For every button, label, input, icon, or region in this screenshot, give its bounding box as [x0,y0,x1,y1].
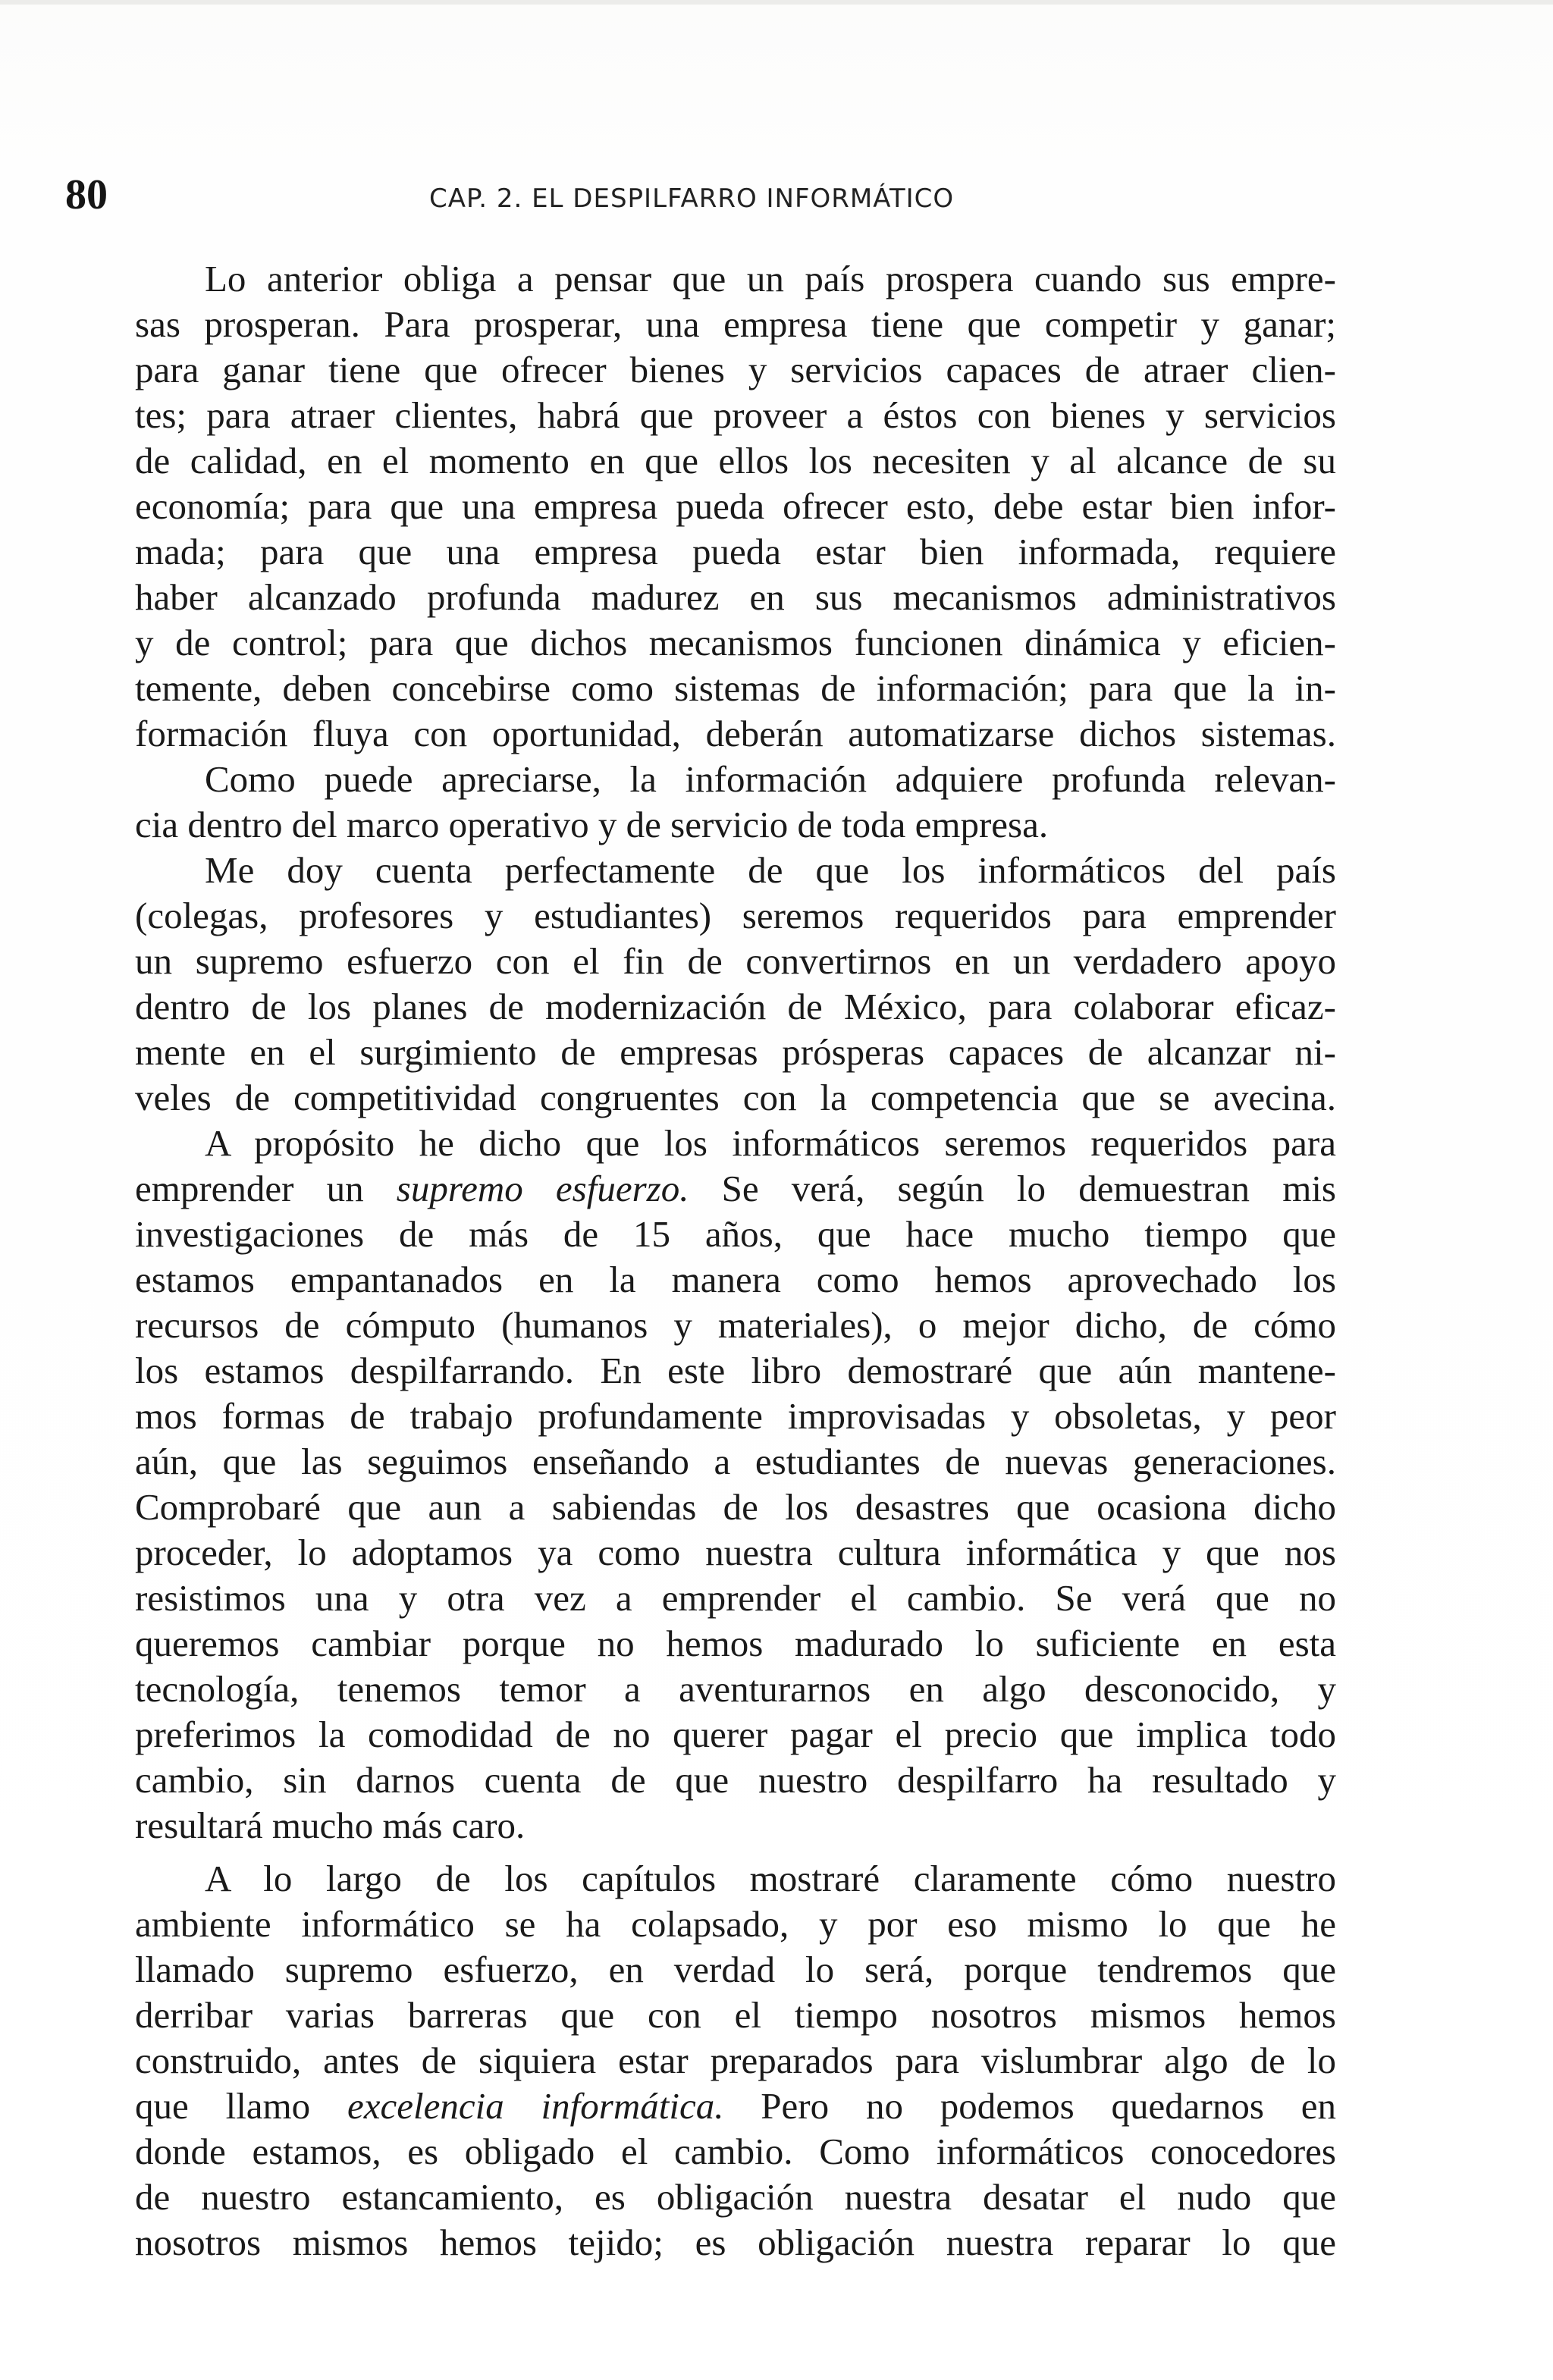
text-line: Lo anterior obliga a pensar que un país prospera cuando sus empre- [205,258,1336,299]
text-run: Pero no podemos quedarnos en [723,2085,1336,2127]
text-line: llamado supremo esfuerzo, en verdad lo será, porque tendremos que [135,1949,1336,1990]
text-line: cambio, sin darnos cuenta de que nuestro despilfarro ha resultado y [135,1759,1336,1801]
page-header [65,168,1339,221]
text-line: proceder, lo adoptamos ya como nuestra cultura informática y que nos [135,1532,1336,1573]
text-line: (colegas, profesores y estudiantes) seremos requeridos para emprender [135,895,1336,936]
text-line: cia dentro del marco operativo y de servicio de toda empresa. [135,804,1049,845]
text-line: sas prosperan. Para prosperar, una empresa tiene que competir y ganar; [135,303,1336,345]
text-line: Me doy cuenta perfectamente de que los informáticos del país [205,849,1336,891]
emphasis-text: excelencia informática. [347,2085,724,2127]
text-line: preferimos la comodidad de no querer pagar el precio que implica todo [135,1714,1336,1755]
text-line: economía; para que una empresa pueda ofrecer esto, debe estar bien infor- [135,485,1336,527]
text-line: nosotros mismos hemos tejido; es obligación nuestra reparar lo que [135,2222,1336,2263]
text-line-mixed [65,2084,1336,2129]
text-line: aún, que las seguimos enseñando a estudiantes de nuevas generaciones. [135,1441,1336,1482]
paragraph-5 [65,1856,1336,2266]
emphasis-text: supremo esfuerzo. [396,1168,689,1209]
text-line: investigaciones de más de 15 años, que hace mucho tiempo que [135,1213,1336,1255]
paragraph-1 [65,256,1336,757]
text-run: emprender un [135,1168,397,1209]
text-line: construido, antes de siquiera estar preparados para vislumbrar algo de lo [135,2040,1336,2081]
text-line: resultará mucho más caro. [135,1805,526,1846]
text-line: los estamos despilfarrando. En este libro demostraré que aún mantene- [135,1350,1336,1391]
page-number: 80 [65,171,108,218]
text-line: mos formas de trabajo profundamente improvisadas y obsoletas, y peor [135,1395,1336,1437]
paragraph-2 [65,757,1336,848]
text-line: derribar varias barreras que con el tiempo nosotros mismos hemos [135,1994,1336,2036]
text-line: haber alcanzado profunda madurez en sus mecanismos administrativos [135,576,1336,618]
text-line: A lo largo de los capítulos mostraré claramente cómo nuestro [205,1858,1336,1899]
text-line: para ganar tiene que ofrecer bienes y servicios capaces de atraer clien- [135,349,1336,390]
text-line: de nuestro estancamiento, es obligación nuestra desatar el nudo que [135,2176,1336,2218]
text-line: temente, deben concebirse como sistemas de información; para que la in- [135,667,1336,709]
text-line: mada; para que una empresa pueda estar bien informada, requiere [135,531,1336,572]
text-run: Se verá, según lo demuestran mis [689,1168,1336,1209]
text-line: queremos cambiar porque no hemos madurado lo suficiente en esta [135,1623,1336,1664]
text-line: tecnología, tenemos temor a aventurarnos en algo desconocido, y [135,1668,1336,1710]
text-line: y de control; para que dichos mecanismos funcionen dinámica y eficien- [135,622,1336,663]
body-text [65,256,1336,2266]
text-line: Como puede apreciarse, la información adquiere profunda relevan- [205,758,1336,800]
paragraph-4 [65,1121,1336,1848]
text-line: recursos de cómputo (humanos y materiales), o mejor dicho, de cómo [135,1304,1336,1346]
text-line: formación fluya con oportunidad, deberán automatizarse dichos sistemas. [135,713,1336,754]
text-line: tes; para atraer clientes, habrá que proveer a éstos con bienes y servicios [135,394,1336,436]
text-line: donde estamos, es obligado el cambio. Como informáticos conocedores [135,2131,1336,2172]
text-line: dentro de los planes de modernización de México, para colaborar eficaz- [135,986,1336,1027]
text-line: Comprobaré que aun a sabiendas de los desastres que ocasiona dicho [135,1486,1336,1528]
text-line: A propósito he dicho que los informáticos seremos requeridos para [205,1122,1336,1164]
text-line: ambiente informático se ha colapsado, y por eso mismo lo que he [135,1903,1336,1945]
text-line: estamos empantanados en la manera como hemos aprovechado los [135,1259,1336,1300]
text-line: un supremo esfuerzo con el fin de convertirnos en un verdadero apoyo [135,940,1336,982]
text-line: de calidad, en el momento en que ellos los necesiten y al alcance de su [135,440,1336,481]
text-line: resistimos una y otra vez a emprender el cambio. Se verá que no [135,1577,1336,1619]
paragraph-3 [65,848,1336,1121]
page-top-edge [0,0,1553,5]
text-run: que llamo [135,2085,347,2127]
text-line: veles de competitividad congruentes con la competencia que se avecina. [135,1077,1336,1118]
text-line-mixed [65,1166,1336,1212]
running-head: CAP. 2. EL DESPILFARRO INFORMÁTICO [429,183,955,214]
text-line: mente en el surgimiento de empresas prósperas capaces de alcanzar ni- [135,1031,1336,1073]
